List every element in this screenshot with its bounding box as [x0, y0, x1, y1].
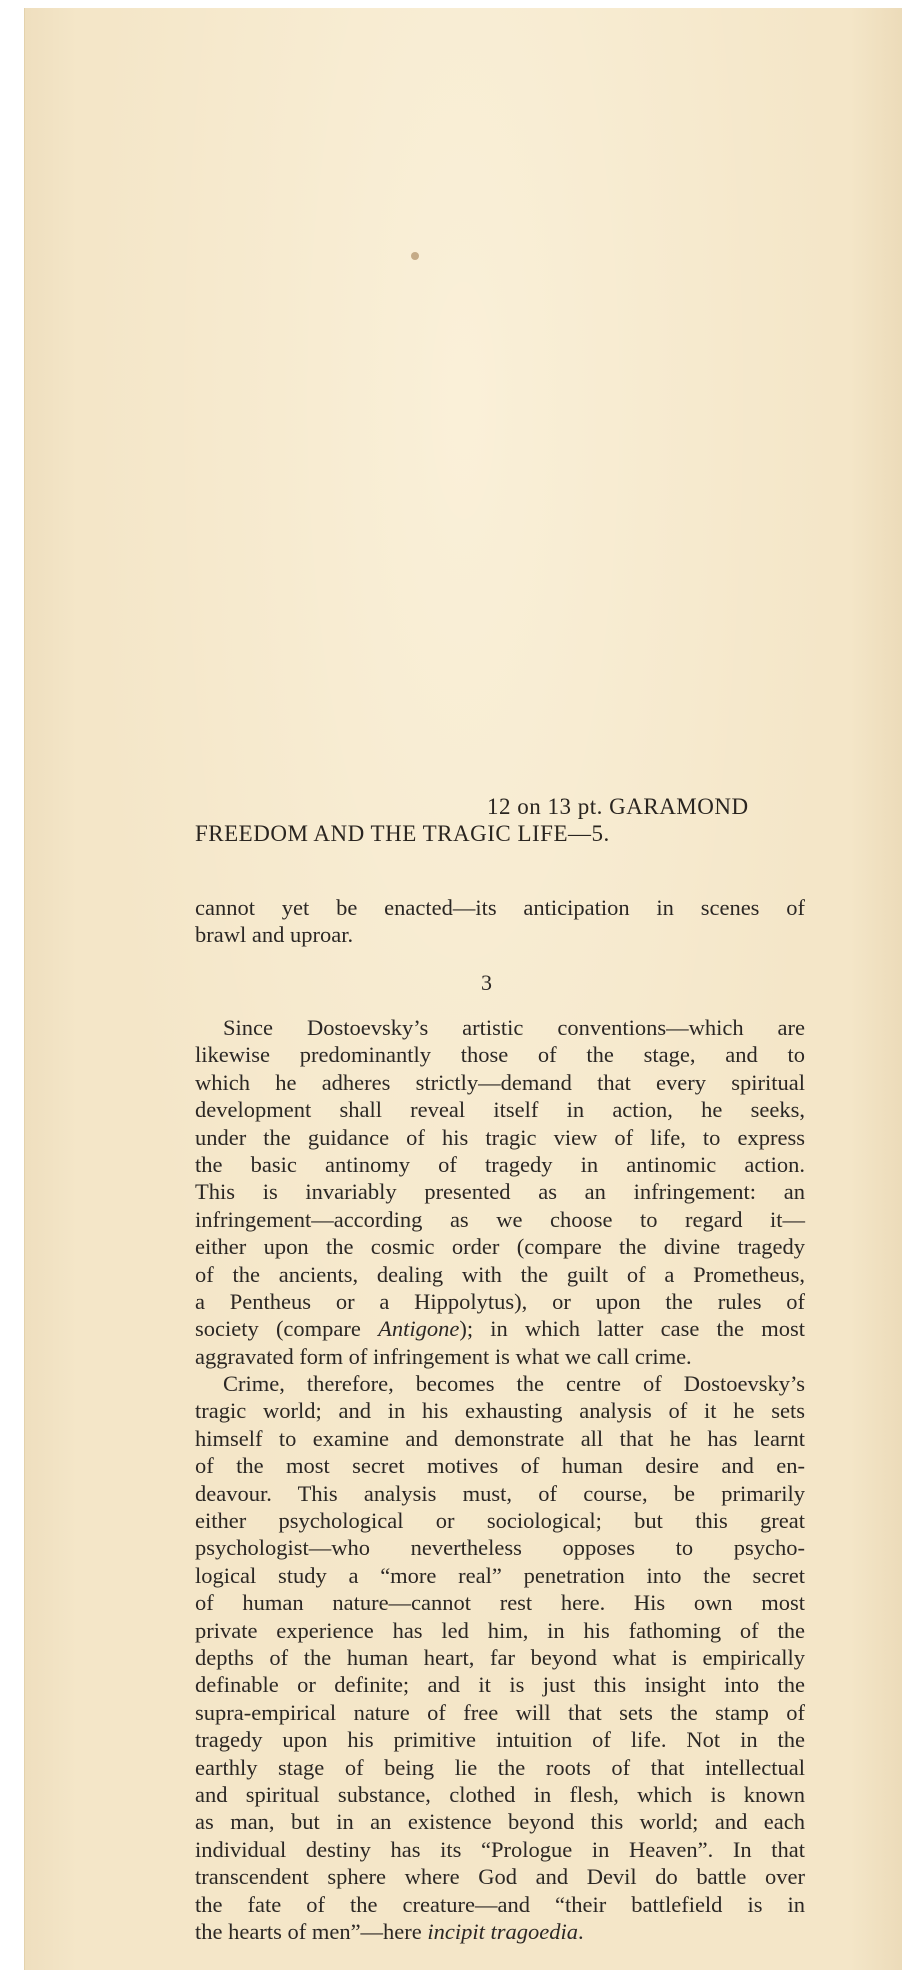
text-line: of the most secret motives of human desire and en-	[195, 1453, 805, 1479]
text-line: a Pentheus or a Hippolytus), or upon the rules of	[195, 1288, 805, 1314]
text-line: tragic world; and in his exhausting analysis of it he sets	[195, 1398, 805, 1424]
italic-title: Antigone	[378, 1316, 460, 1342]
text-line: which he adheres strictly—demand that every spiritual	[195, 1069, 805, 1095]
text-line	[195, 1315, 805, 1342]
text-line: Since Dostoevsky’s artistic conventions—which are	[223, 1015, 805, 1040]
text-line: himself to examine and demonstrate all that he has learnt	[195, 1425, 805, 1451]
body-text	[195, 1014, 805, 1945]
text-line: of the ancients, dealing with the guilt of a Prometheus,	[195, 1261, 805, 1287]
text-line: logical study a “more real” penetration into the secret	[195, 1562, 805, 1588]
text-line: either psychological or sociological; but this great	[195, 1508, 805, 1534]
text-line: tragedy upon his primitive intuition of life. Not in the	[195, 1727, 805, 1753]
text-line: individual destiny has its “Prologue in Heaven”. In that	[195, 1836, 805, 1862]
text-line: under the guidance of his tragic view of life, to express	[195, 1124, 805, 1150]
text-line: transcendent sphere where God and Devil do battle over	[195, 1864, 805, 1890]
opening-paragraph	[195, 894, 805, 949]
running-head: FREEDOM AND THE TRAGIC LIFE—5.	[195, 821, 610, 846]
text-line: depths of the human heart, far beyond what is empirically	[195, 1644, 805, 1670]
text-line: likewise predominantly those of the stage, and to	[195, 1042, 805, 1068]
text-line: and spiritual substance, clothed in flesh, which is known	[195, 1781, 805, 1807]
text-line: private experience has led him, in his fathoming of the	[195, 1617, 805, 1643]
text-line: development shall reveal itself in action, he seeks,	[195, 1097, 805, 1123]
text-line: of human nature—cannot rest here. His own most	[195, 1590, 805, 1616]
text-line: supra-empirical nature of free will that sets the stamp of	[195, 1699, 805, 1725]
paper-speck	[411, 252, 419, 260]
text-line: psychologist—who nevertheless opposes to psycho-	[195, 1535, 805, 1561]
section-number: 3	[481, 970, 492, 995]
text-line: the basic antinomy of tragedy in antinomic action.	[195, 1151, 805, 1177]
text-fragment: society (compare	[195, 1316, 379, 1342]
text-fragment: the hearts of men”—here	[195, 1918, 428, 1944]
text-line: deavour. This analysis must, of course, be primarily	[195, 1480, 805, 1506]
text-line: brawl and uproar.	[195, 922, 354, 948]
italic-phrase: incipit tragoedia	[427, 1918, 579, 1944]
text-line: cannot yet be enacted—its anticipation in scenes of	[195, 895, 805, 920]
text-fragment: .	[578, 1918, 584, 1944]
text-line	[195, 1918, 805, 1945]
text-line: definable or definite; and it is just this insight into the	[195, 1672, 805, 1698]
paper-sheet	[24, 8, 902, 1970]
text-line: Crime, therefore, becomes the centre of Dostoevsky’s	[223, 1371, 805, 1397]
text-line: the fate of the creature—and “their battlefield is in	[195, 1891, 805, 1917]
text-line: aggravated form of infringement is what we call crime.	[195, 1343, 692, 1369]
text-line: This is invariably presented as an infringement: an	[195, 1179, 805, 1205]
text-line: earthly stage of being lie the roots of that intellectual	[195, 1754, 805, 1780]
text-line: infringement—according as we choose to regard it—	[195, 1206, 805, 1232]
text-fragment: ); in which latter case the most	[459, 1316, 805, 1342]
text-line: as man, but in an existence beyond this world; and each	[195, 1809, 805, 1835]
text-line: either upon the cosmic order (compare the divine tragedy	[195, 1234, 805, 1260]
typeface-note: 12 on 13 pt. GARAMOND	[487, 794, 749, 819]
